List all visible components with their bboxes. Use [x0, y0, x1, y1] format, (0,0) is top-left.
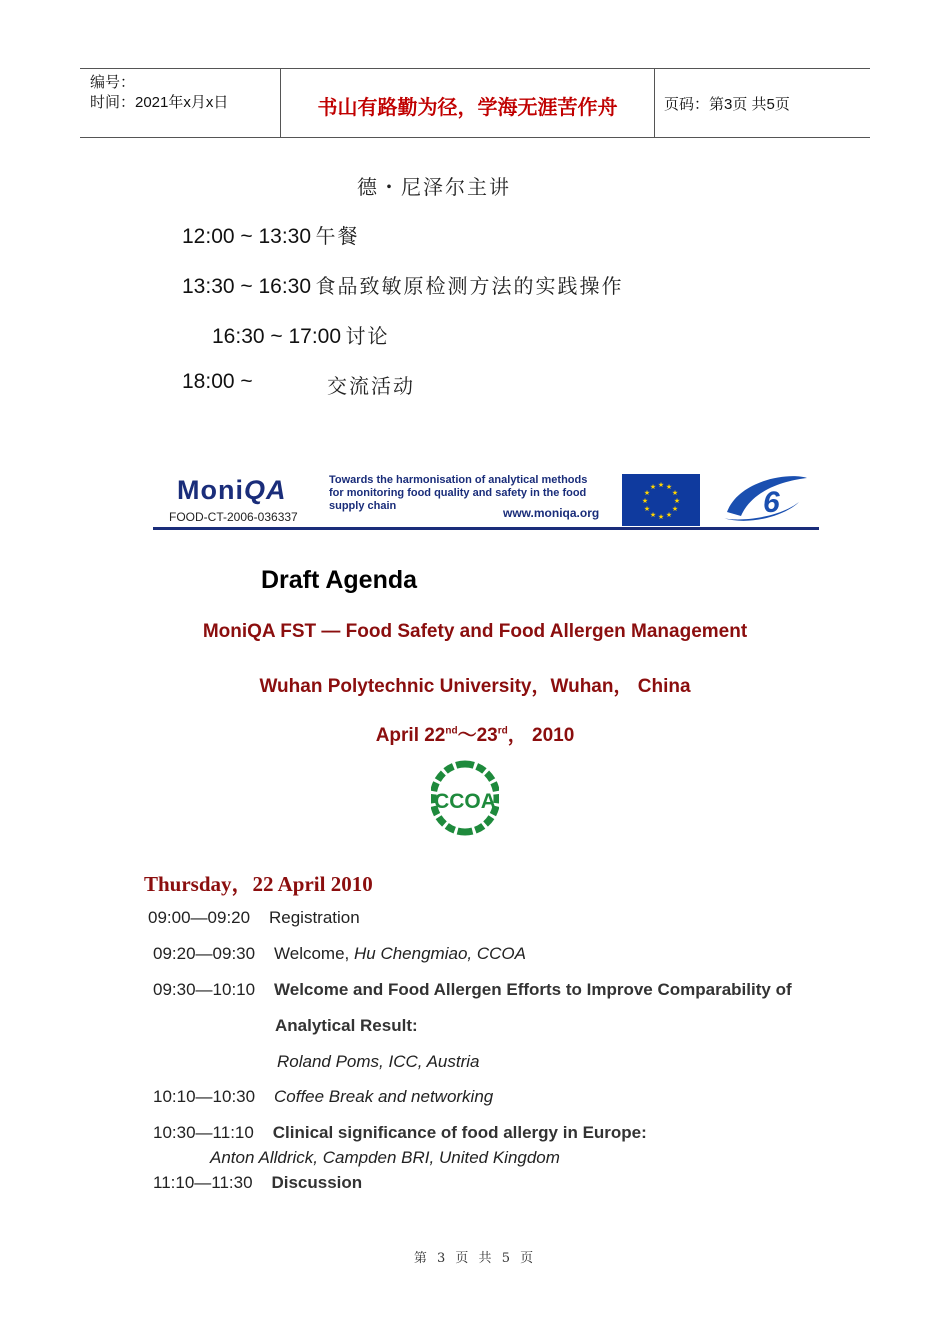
intro-item [182, 270, 624, 299]
agenda-location: Wuhan Polytechnic University，Wuhan， China [259, 676, 691, 697]
session-row [153, 980, 792, 1000]
session-time: 11:10—11:30 [153, 1173, 253, 1192]
session-text: Registration [269, 908, 360, 927]
svg-text:★: ★ [671, 489, 679, 497]
svg-text:★: ★ [641, 497, 649, 505]
svg-text:★: ★ [649, 511, 657, 519]
project-code: FOOD-CT-2006-036337 [169, 510, 298, 524]
session-time: 10:30—11:10 [153, 1123, 254, 1142]
session-time: 09:20—09:30 [153, 944, 256, 963]
eu-stars-icon [622, 474, 700, 526]
header-meta-cell [80, 69, 280, 137]
session-text: Welcome, [274, 944, 350, 963]
moniqa-logo: MoniQA [177, 475, 287, 505]
svg-text:6: 6 [763, 486, 780, 519]
intro-text: 食品致敏原检测方法的实践操作 [315, 274, 624, 298]
motto: 书山有路勤为径，学海无涯苦作舟 [317, 95, 618, 119]
banner-website: www.moniqa.org [503, 506, 600, 520]
svg-text:★: ★ [643, 505, 651, 513]
intro-time: 12:00 ~ 13:30 [182, 225, 312, 248]
date-label: 时间：2021年x月x日 [90, 94, 229, 111]
session-time: 10:10—10:30 [153, 1087, 256, 1106]
intro-text: 午餐 [315, 224, 360, 248]
session-row [148, 908, 360, 928]
session-row [153, 1173, 362, 1193]
fp6-logo-icon [719, 472, 811, 526]
moniqa-banner [153, 472, 819, 530]
session-speaker: Anton Alldrick, Campden BRI, United Kingdom [210, 1148, 560, 1167]
session-text-continued: Analytical Result: [275, 1016, 418, 1035]
svg-text:★: ★ [671, 505, 679, 513]
svg-text:★: ★ [657, 481, 665, 489]
intro-item [182, 220, 360, 249]
intro-text: 交流活动 [327, 374, 415, 398]
page-footer: 第 3 页 共 5 页 [413, 1251, 537, 1266]
banner-divider [153, 527, 819, 530]
intro-time: 16:30 ~ 17:00 [212, 325, 342, 348]
agenda-date: April 22nd～23rd， 2010 [375, 725, 575, 746]
session-speaker: Hu Chengmiao, CCOA [354, 944, 526, 963]
session-text: Clinical significance of food allergy in Europe: [272, 1123, 647, 1142]
agenda-title: Draft Agenda [261, 566, 418, 594]
session-time: 09:30—10:10 [153, 980, 256, 999]
page-number-label: 页码：第3页 共5页 [664, 96, 790, 113]
header-motto-cell [280, 69, 655, 137]
session-text: Welcome and Food Allergen Efforts to Improve Comparability of [274, 980, 792, 999]
svg-text:★: ★ [643, 489, 651, 497]
session-row [153, 944, 526, 964]
svg-text:★: ★ [673, 497, 681, 505]
session-row [153, 1087, 493, 1107]
intro-time: 18:00 ~ [182, 370, 253, 393]
speaker-line: 德・尼泽尔主讲 [357, 175, 511, 199]
session-speaker: Roland Poms, ICC, Austria [277, 1052, 480, 1071]
session-text: Coffee Break and networking [274, 1087, 494, 1106]
svg-text:★: ★ [665, 511, 673, 519]
svg-text:★: ★ [665, 483, 673, 491]
eu-flag-icon [622, 474, 700, 526]
svg-text:★: ★ [649, 483, 657, 491]
intro-text: 讨论 [345, 324, 390, 348]
session-text: Discussion [271, 1173, 363, 1192]
svg-text:CCOA: CCOA [434, 790, 496, 813]
session-time: 09:00—09:20 [148, 908, 251, 927]
banner-tagline: Towards the harmonisation of analytical methods for monitoring food quality and safety in the food supply chain [329, 474, 588, 512]
header-page-cell [655, 69, 870, 137]
intro-item [212, 320, 390, 349]
intro-item [182, 370, 253, 394]
ccoa-emblem-icon [431, 760, 499, 836]
intro-time: 13:30 ~ 16:30 [182, 275, 312, 298]
agenda-subtitle: MoniQA FST — Food Safety and Food Allergen Management [202, 621, 748, 642]
ccoa-logo [431, 760, 499, 836]
number-label: 编号： [90, 74, 136, 91]
svg-text:★: ★ [657, 513, 665, 521]
session-row [153, 1123, 647, 1143]
page-header [80, 68, 870, 138]
day-heading: Thursday，22 April 2010 [144, 872, 373, 896]
